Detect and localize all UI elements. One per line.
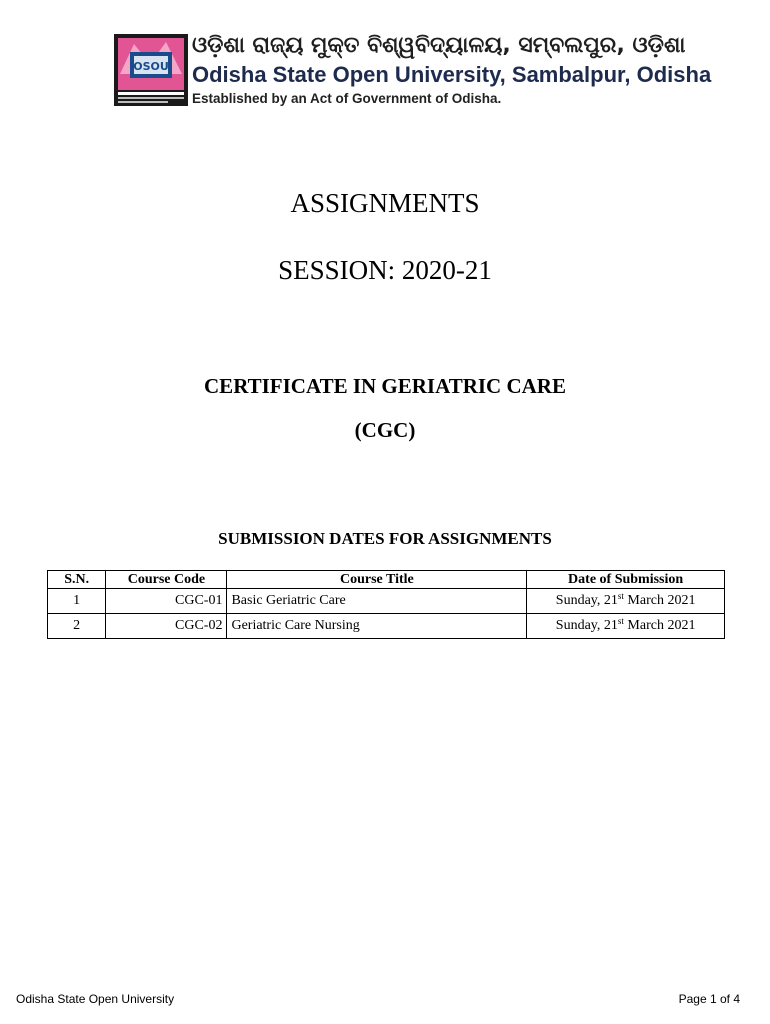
cell-course-title: Basic Geriatric Care [227,589,527,614]
col-header-course-title: Course Title [227,571,527,589]
submission-dates-heading: SUBMISSION DATES FOR ASSIGNMENTS [218,529,552,548]
col-header-course-code: Course Code [106,571,227,589]
table-row [48,589,725,614]
cell-course-title: Geriatric Care Nursing [227,614,527,639]
university-logo [114,34,188,106]
footer-page-number: Page 1 of 4 [678,992,740,1006]
programme-title: CERTIFICATE IN GERIATRIC CARE [204,374,566,398]
cell-date: Sunday, 21st March 2021 [527,614,725,639]
university-header [114,32,714,108]
col-header-date: Date of Submission [527,571,725,589]
footer-university: Odisha State Open University [16,992,175,1006]
cell-course-code: CGC-02 [106,614,227,639]
submission-dates-table [47,570,725,639]
established-line: Established by an Act of Government of Odisha. [192,91,502,106]
university-name-odia: ଓଡ଼ିଶା ରାଜ୍ୟ ମୁକ୍ତ ବିଶ୍ୱବିଦ୍ୟାଳୟ, ସମ୍ବଲପୁର, ଓଡ଼ିଶା [192,33,686,58]
col-header-sn: S.N. [48,571,106,589]
cell-sn: 2 [48,614,106,639]
assignments-heading: ASSIGNMENTS [290,188,480,218]
cell-sn: 1 [48,589,106,614]
cell-date: Sunday, 21st March 2021 [527,589,725,614]
cell-course-code: CGC-01 [106,589,227,614]
session-heading: SESSION: 2020-21 [278,255,492,285]
programme-code: (CGC) [354,418,416,442]
university-name: Odisha State Open University, Sambalpur, Odisha [192,62,712,87]
table-row [48,614,725,639]
table-header-row [48,571,725,589]
svg-text:OSOU: OSOU [133,60,169,73]
